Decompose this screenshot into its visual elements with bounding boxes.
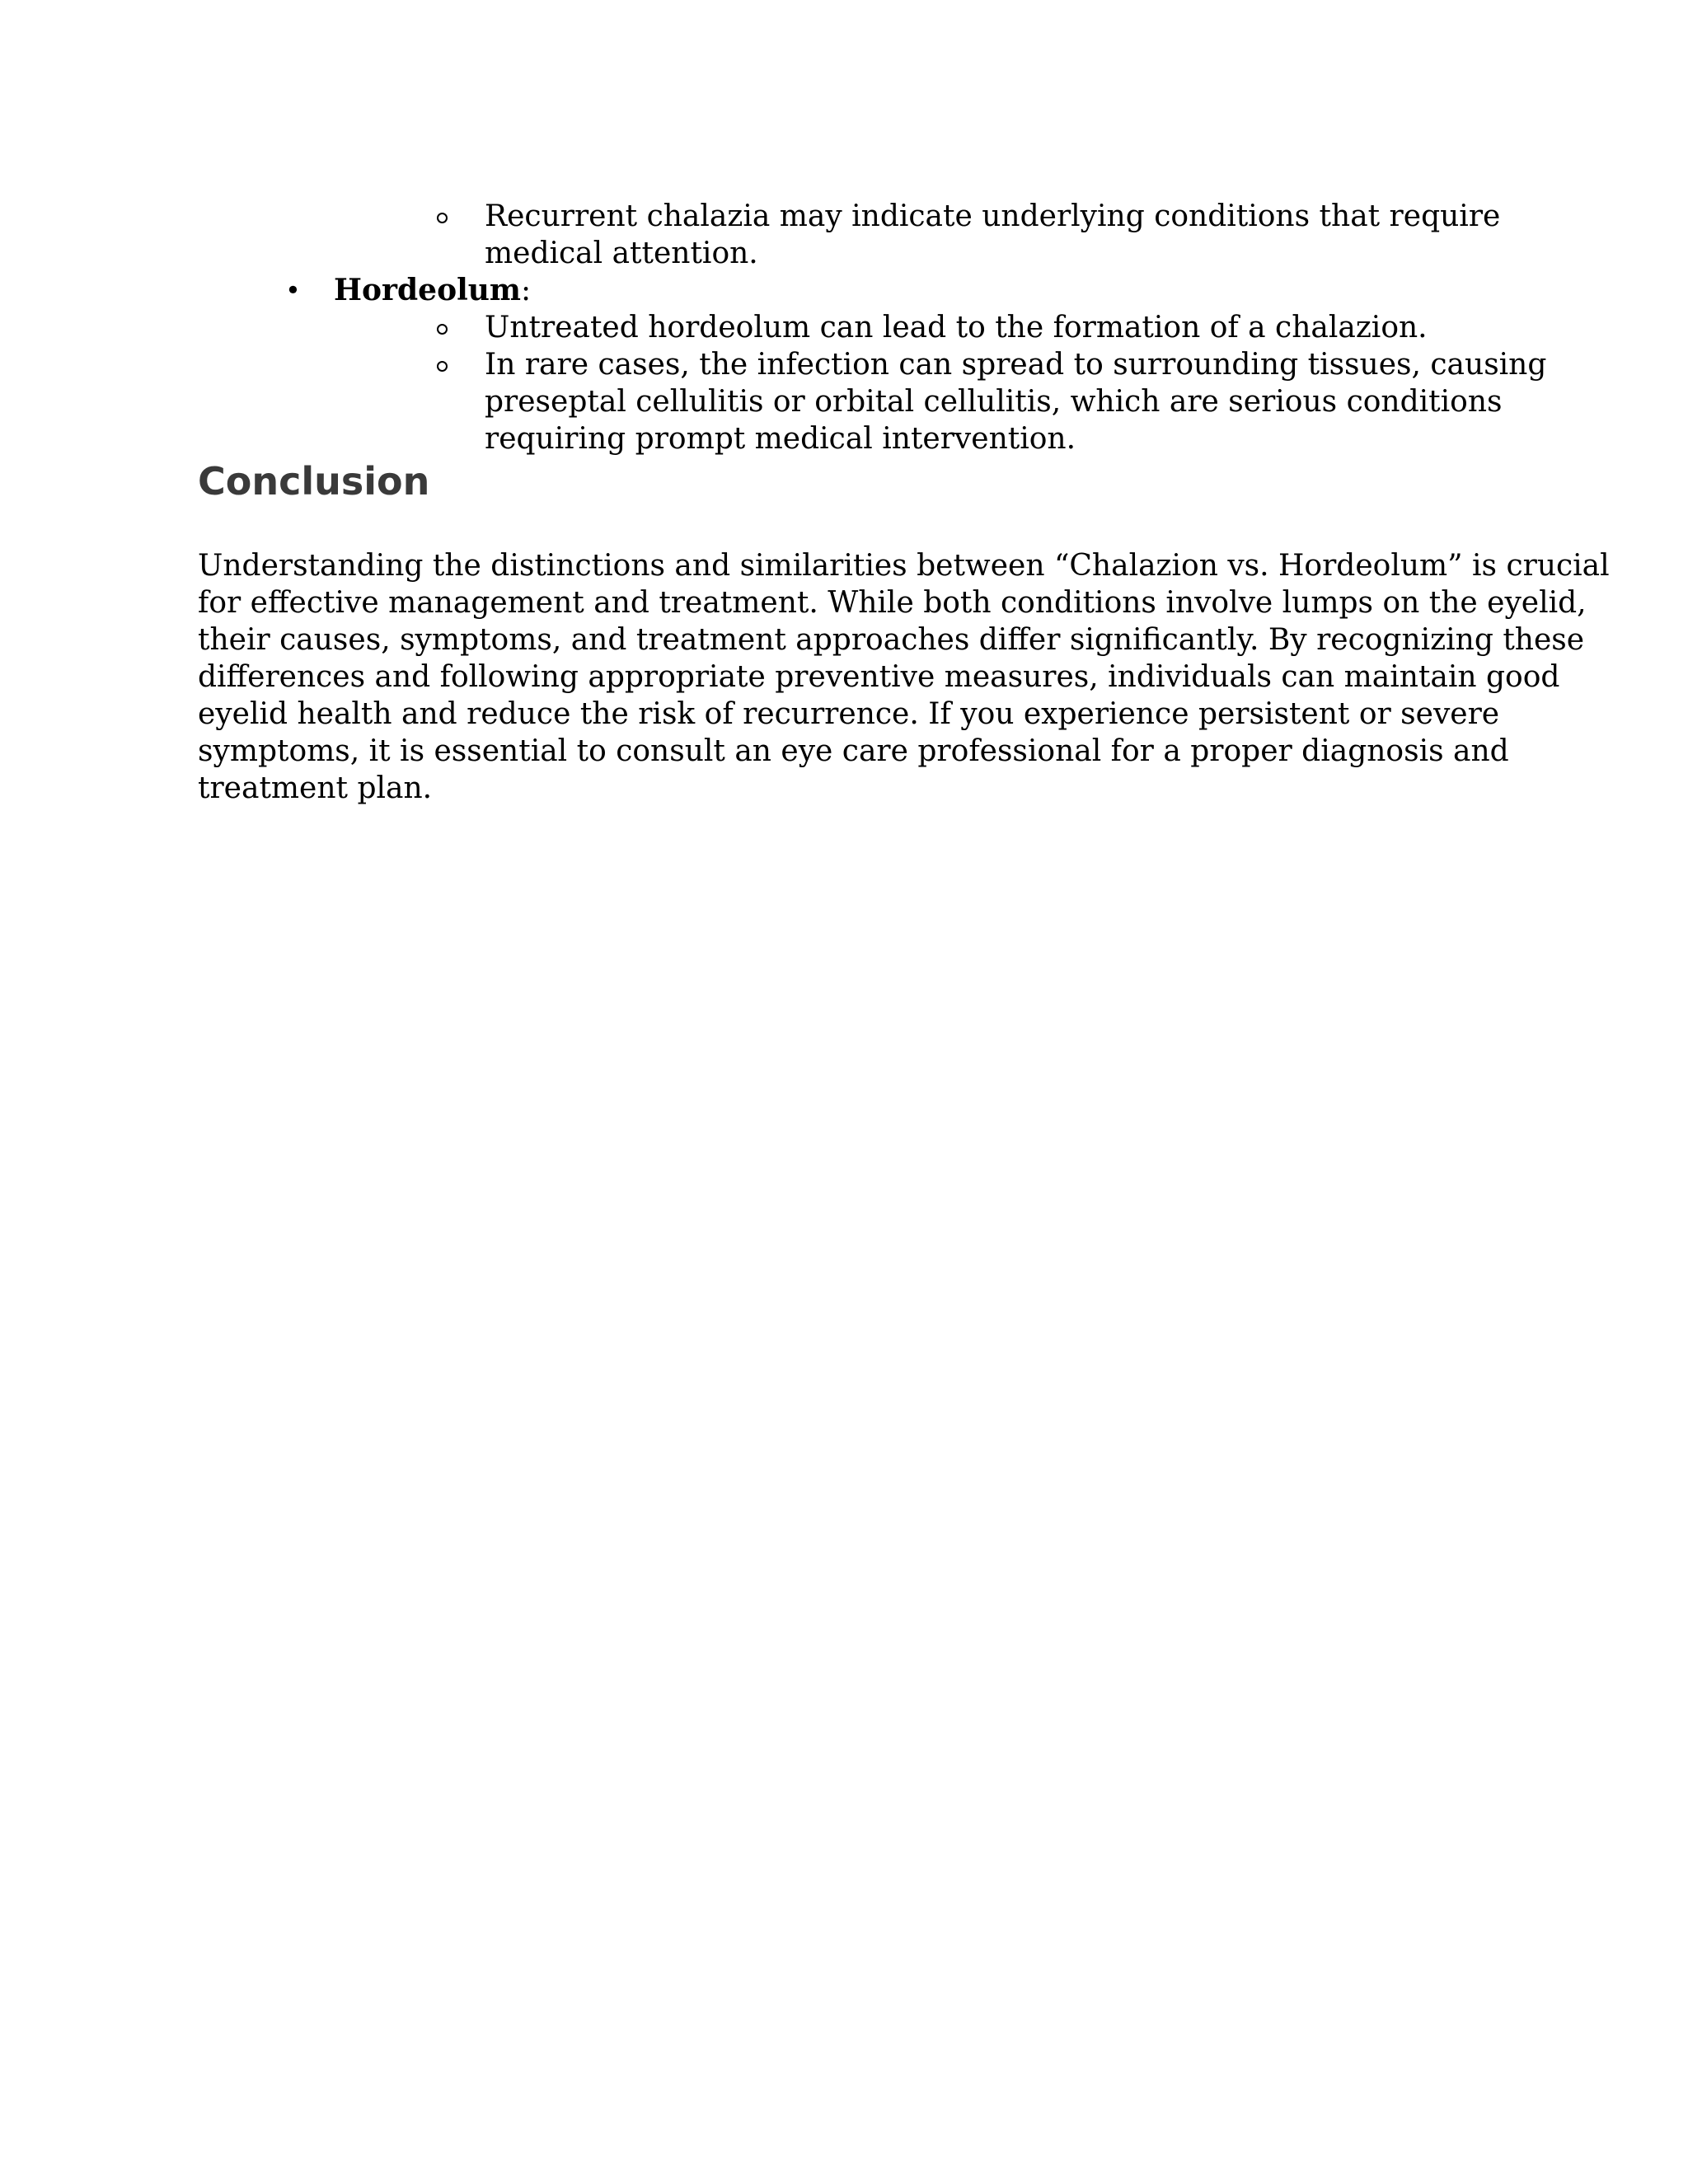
sub-bullet-circle-icon xyxy=(437,324,448,335)
paragraph-line: symptoms, it is essential to consult an eye care professional for a proper diagnosis and xyxy=(198,734,1509,768)
list-sub-item-text: In rare cases, the infection can spread to surrounding tissues, causing xyxy=(485,348,1547,382)
sub-bullet-circle-icon xyxy=(437,213,448,223)
list-item-label: Hordeolum xyxy=(334,273,522,307)
list-sub-item-text: requiring prompt medical intervention. xyxy=(485,422,1076,456)
paragraph-line: differences and following appropriate preventive measures, individuals can maintain good xyxy=(198,660,1560,694)
list-item-colon: : xyxy=(521,274,532,307)
paragraph-line: for effective management and treatment. While both conditions involve lumps on the eyelid, xyxy=(198,586,1587,620)
paragraph-line: their causes, symptoms, and treatment approaches differ significantly. By recognizing these xyxy=(198,623,1585,657)
list-sub-item-text: Recurrent chalazia may indicate underlying conditions that require xyxy=(485,199,1501,233)
section-heading-conclusion: Conclusion xyxy=(198,459,430,504)
conclusion-paragraph xyxy=(198,547,1610,807)
sub-bullet-circle-icon xyxy=(437,361,448,372)
bullet-disc-icon: • xyxy=(285,274,301,306)
list-sub-item-text: medical attention. xyxy=(485,237,758,270)
list-item-hordeolum xyxy=(334,272,531,309)
list-sub-item-text: preseptal cellulitis or orbital cellulitis, which are serious conditions xyxy=(485,385,1503,419)
paragraph-line: Understanding the distinctions and similarities between “Chalazion vs. Hordeolum” is crucial xyxy=(198,549,1610,583)
paragraph-line: treatment plan. xyxy=(198,771,433,805)
list-sub-item-text: Untreated hordeolum can lead to the formation of a chalazion. xyxy=(485,311,1428,344)
paragraph-line: eyelid health and reduce the risk of recurrence. If you experience persistent or severe xyxy=(198,697,1500,731)
